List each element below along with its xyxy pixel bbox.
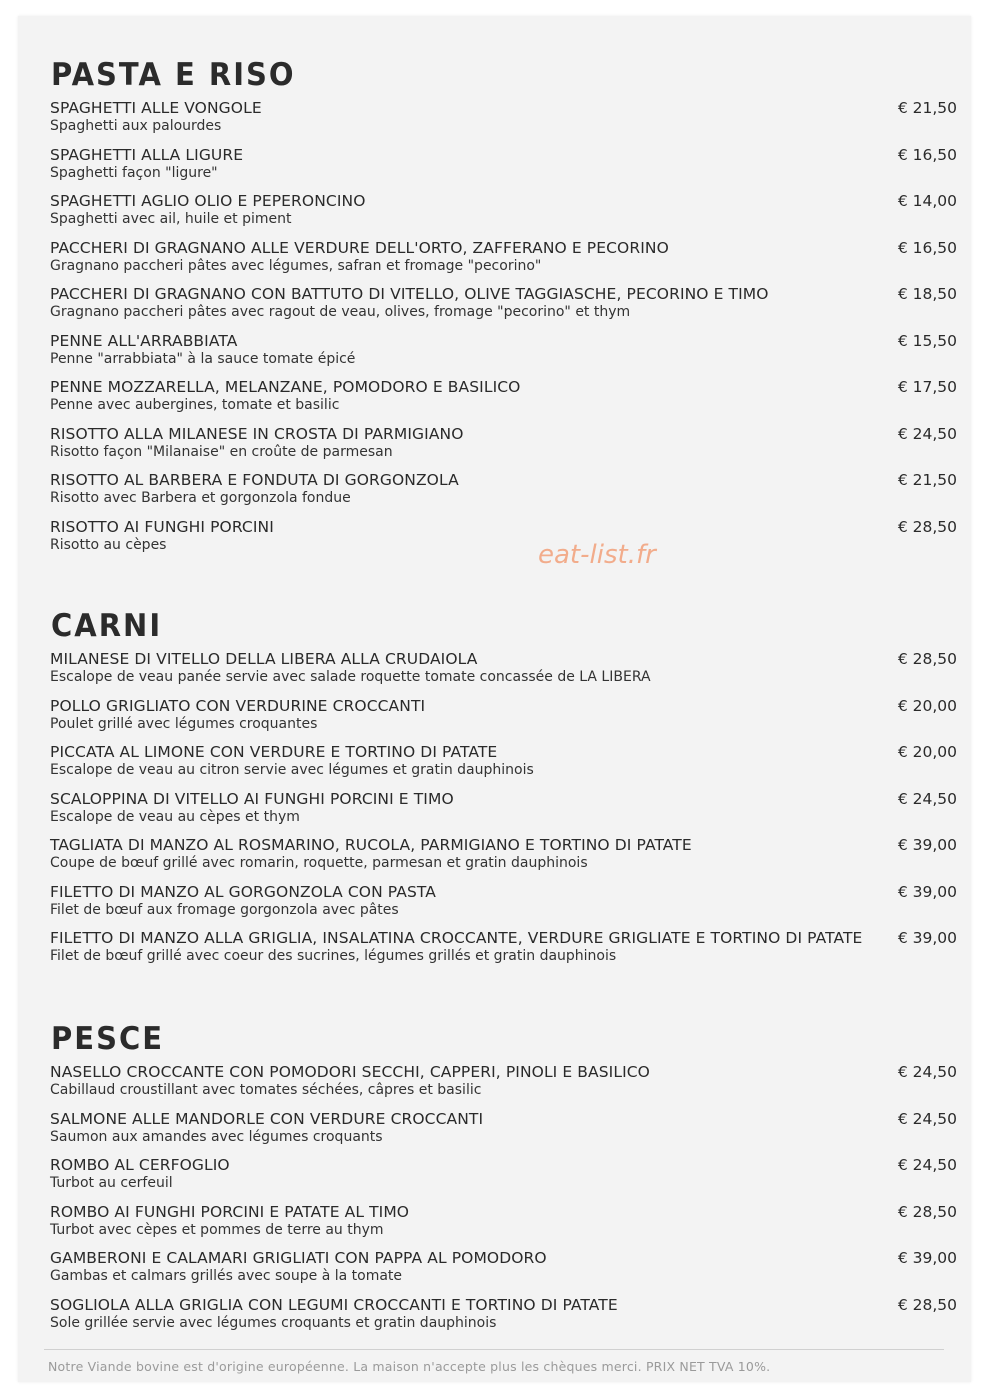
menu-item (18, 1062, 971, 1109)
section-title: CARNI (51, 607, 163, 644)
item-name: PENNE MOZZARELLA, MELANZANE, POMODORO E BASILICO (50, 378, 521, 396)
menu-item (18, 145, 971, 192)
item-description: Gragnano paccheri pâtes avec ragout de veau, olives, fromage "pecorino" et thym (50, 304, 631, 320)
menu-item (18, 1202, 971, 1249)
item-name: ROMBO AI FUNGHI PORCINI E PATATE AL TIMO (50, 1202, 410, 1221)
item-name: RISOTTO AI FUNGHI PORCINI (50, 517, 274, 536)
item-price: € 28,50 (897, 650, 957, 668)
menu-item (18, 377, 971, 424)
menu-item (18, 928, 971, 975)
item-description: Turbot au cerfeuil (50, 1175, 173, 1191)
menu-item (18, 742, 971, 789)
item-price: € 28,50 (897, 517, 957, 536)
menu-item (18, 835, 971, 882)
item-description: Spaghetti avec ail, huile et piment (50, 211, 292, 227)
item-name: POLLO GRIGLIATO CON VERDURINE CROCCANTI (50, 696, 426, 715)
item-description: Cabillaud croustillant avec tomates séchées, câpres et basilic (50, 1082, 482, 1098)
menu-page (18, 16, 971, 1382)
menu-item (18, 470, 971, 517)
item-list (18, 98, 971, 563)
item-description: Filet de bœuf grillé avec coeur des sucrines, légumes grillés et gratin dauphinois (50, 948, 617, 964)
item-price: € 20,00 (897, 743, 957, 761)
menu-item (18, 191, 971, 238)
item-name: PICCATA AL LIMONE CON VERDURE E TORTINO DI PATATE (50, 743, 498, 761)
menu-item (18, 882, 971, 929)
item-price: € 39,00 (897, 836, 957, 854)
item-description: Turbot avec cèpes et pommes de terre au thym (50, 1221, 384, 1238)
item-price: € 39,00 (897, 929, 957, 947)
item-description: Risotto au cèpes (50, 536, 167, 553)
item-description: Risotto façon "Milanaise" en croûte de parmesan (50, 443, 393, 460)
item-price: € 20,00 (897, 696, 957, 715)
item-name: SCALOPPINA DI VITELLO AI FUNGHI PORCINI E TIMO (50, 789, 454, 808)
menu-item (18, 649, 971, 696)
section-title: PESCE (51, 1020, 165, 1057)
menu-item (18, 1109, 971, 1156)
item-name: SALMONE ALLE MANDORLE CON VERDURE CROCCANTI (50, 1109, 484, 1128)
menu-item (18, 331, 971, 378)
item-description: Risotto avec Barbera et gorgonzola fondue (50, 490, 351, 506)
item-description: Sole grillée servie avec légumes croquants et gratin dauphinois (50, 1314, 497, 1331)
footer-note: Notre Viande bovine est d'origine européenne. La maison n'accepte plus les chèques merci. PRIX NET TVA 10%. (48, 1359, 771, 1374)
item-description: Penne avec aubergines, tomate et basilic (50, 397, 340, 413)
item-price: € 17,50 (897, 378, 957, 396)
menu-item (18, 284, 971, 331)
section-title: PASTA E RISO (51, 56, 296, 93)
item-name: FILETTO DI MANZO ALLA GRIGLIA, INSALATINA CROCCANTE, VERDURE GRIGLIATE E TORTINO DI PATATE (50, 929, 863, 947)
item-description: Poulet grillé avec légumes croquantes (50, 715, 318, 732)
item-price: € 18,50 (897, 285, 957, 303)
item-description: Gambas et calmars grillés avec soupe à la tomate (50, 1268, 403, 1284)
item-description: Filet de bœuf aux fromage gorgonzola avec pâtes (50, 901, 399, 918)
item-name: FILETTO DI MANZO AL GORGONZOLA CON PASTA (50, 882, 436, 901)
menu-item (18, 789, 971, 836)
item-description: Saumon aux amandes avec légumes croquants (50, 1128, 383, 1145)
item-name: SPAGHETTI ALLA LIGURE (50, 145, 244, 164)
item-description: Coupe de bœuf grillé avec romarin, roquette, parmesan et gratin dauphinois (50, 855, 588, 871)
item-name: RISOTTO ALLA MILANESE IN CROSTA DI PARMIGIANO (50, 424, 464, 443)
item-description: Spaghetti aux palourdes (50, 118, 222, 134)
item-name: SPAGHETTI AGLIO OLIO E PEPERONCINO (50, 192, 366, 210)
item-name: GAMBERONI E CALAMARI GRIGLIATI CON PAPPA AL POMODORO (50, 1249, 547, 1267)
menu-item (18, 98, 971, 145)
item-name: PACCHERI DI GRAGNANO CON BATTUTO DI VITELLO, OLIVE TAGGIASCHE, PECORINO E TIMO (50, 285, 769, 303)
menu-item (18, 1155, 971, 1202)
item-name: NASELLO CROCCANTE CON POMODORI SECCHI, CAPPERI, PINOLI E BASILICO (50, 1063, 650, 1081)
watermark-logo: eat-list.fr (538, 540, 656, 570)
menu-item (18, 517, 971, 564)
menu-item (18, 238, 971, 285)
item-price: € 21,50 (897, 471, 957, 489)
item-price: € 21,50 (897, 99, 957, 117)
item-description: Escalope de veau au cèpes et thym (50, 808, 300, 825)
item-name: SPAGHETTI ALLE VONGOLE (50, 99, 262, 117)
item-price: € 24,50 (897, 1156, 957, 1174)
footer-divider (44, 1349, 944, 1350)
item-price: € 24,50 (897, 789, 957, 808)
item-price: € 28,50 (897, 1295, 957, 1314)
item-description: Escalope de veau panée servie avec salade roquette tomate concassée de LA LIBERA (50, 669, 651, 685)
item-price: € 14,00 (897, 192, 957, 210)
item-list (18, 649, 971, 975)
item-price: € 39,00 (897, 882, 957, 901)
item-name: TAGLIATA DI MANZO AL ROSMARINO, RUCOLA, PARMIGIANO E TORTINO DI PATATE (50, 836, 692, 854)
item-price: € 24,50 (897, 1063, 957, 1081)
item-price: € 24,50 (897, 1109, 957, 1128)
menu-item (18, 1248, 971, 1295)
item-description: Penne "arrabbiata" à la sauce tomate épicé (50, 350, 356, 367)
item-price: € 28,50 (897, 1202, 957, 1221)
item-description: Spaghetti façon "ligure" (50, 164, 218, 181)
menu-item (18, 424, 971, 471)
item-name: PENNE ALL'ARRABBIATA (50, 331, 238, 350)
item-name: ROMBO AL CERFOGLIO (50, 1156, 230, 1174)
item-price: € 39,00 (897, 1249, 957, 1267)
item-description: Gragnano paccheri pâtes avec légumes, safran et fromage "pecorino" (50, 257, 542, 274)
item-name: SOGLIOLA ALLA GRIGLIA CON LEGUMI CROCCANTI E TORTINO DI PATATE (50, 1295, 618, 1314)
menu-item (18, 696, 971, 743)
item-price: € 16,50 (897, 238, 957, 257)
menu-item (18, 1295, 971, 1342)
item-name: PACCHERI DI GRAGNANO ALLE VERDURE DELL'ORTO, ZAFFERANO E PECORINO (50, 238, 669, 257)
item-list (18, 1062, 971, 1341)
item-price: € 16,50 (897, 145, 957, 164)
item-price: € 24,50 (897, 424, 957, 443)
item-description: Escalope de veau au citron servie avec légumes et gratin dauphinois (50, 762, 534, 778)
item-name: RISOTTO AL BARBERA E FONDUTA DI GORGONZOLA (50, 471, 459, 489)
item-name: MILANESE DI VITELLO DELLA LIBERA ALLA CRUDAIOLA (50, 650, 478, 668)
item-price: € 15,50 (897, 331, 957, 350)
